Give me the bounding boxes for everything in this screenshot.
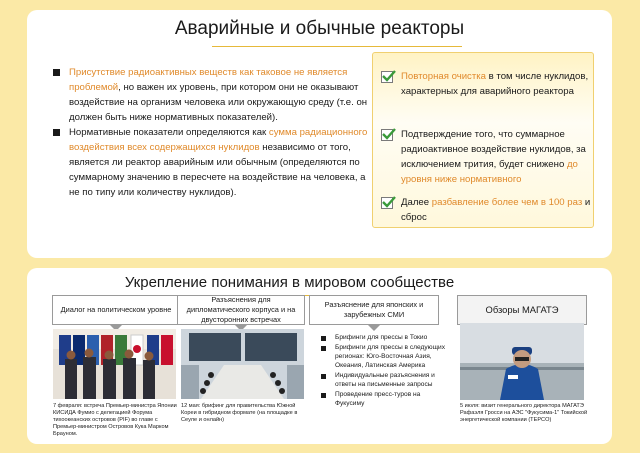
bottom-title: Укрепление понимания в мировом сообществе [124,274,455,291]
title-divider [212,46,462,47]
square-bullet-icon [53,129,60,136]
left-bullet-list [51,65,369,200]
top-panel [27,10,612,258]
highlight-text: до уровня ниже нормативного [401,159,578,185]
square-bullet-icon [321,393,326,398]
checkbox-checked-icon [381,197,393,209]
top-title: Аварийные и обычные реакторы [174,18,465,39]
column-label-text: Разъяснение для японских и зарубежных СМИ [324,300,424,319]
square-bullet-icon [321,346,326,351]
page-number: 4 [607,435,611,441]
highlight-text: Повторная очистка [401,71,486,82]
body-text: независимо от того, является ли реактор аварийным или обычным (определяются по суммарному значению в пересчете на воздействие на человека, а не по типу или количеству нуклидов). [69,142,366,198]
checkbox-checked-icon [381,71,393,83]
arrow-down-icon [368,325,380,331]
check-item [381,195,591,225]
check-item [381,69,591,99]
body-text: Подтверждение того, что суммарное радиоактивное воздействие нуклидов, за исключением трития, будет снижено [401,129,586,170]
list-item-text: Брифинги для прессы в Токио [335,334,428,341]
column-label-political [52,295,180,325]
column-label-iaea [457,295,587,325]
column-label-text: Диалог на политическом уровне [60,305,172,314]
column-label-text: Разъяснения для дипломатического корпуса и на двусторонних встречах [186,295,296,324]
media-bullet-list [317,334,449,410]
list-item [51,65,369,125]
photo-caption: 5 июля: визит генерального директора МАГАТЭ Рафаэля Гросси на АЭС "Фукусима-1" Токийской энергетической компании (TEPCO) [460,403,588,423]
photo-korea-briefing [181,329,304,399]
highlight-text: сумма радиационного воздействия всех содержащихся нуклидов [69,127,368,153]
bottom-panel [27,268,612,444]
column-label-media [309,295,439,325]
list-item [317,344,449,370]
list-item [317,334,449,343]
body-text: Нормативные показатели определяются как [69,127,269,138]
check-item [381,127,591,187]
column-label-diplomatic [177,295,305,325]
body-text: и сброс [401,197,591,223]
list-item-text: Индивидуальные разъяснения и ответы на письменные запросы [335,372,435,388]
photo-iaea-visit [460,323,584,400]
list-item [317,372,449,390]
list-item [51,125,369,200]
checklist-box [372,52,594,228]
highlight-text: разбавление более чем в 100 раз [431,197,583,208]
column-label-text: Обзоры МАГАТЭ [485,304,559,315]
list-item [317,391,449,409]
list-item-text: Проведение пресс-туров на Фукусиму [335,391,421,408]
square-bullet-icon [321,336,326,341]
body-text: , но важен их уровень, при котором они не оказывают воздействие на организм человека или окружающую среду (т.е. он должен быть ниже нормативных показателей). [69,82,368,123]
photo-caption: 7 февраля: встреча Премьер-министра Японии КИСИДА Фумио с делегацией Форума тихоокеанских островов (PIF) во главе с Премьер-министром Островов Кука Марком Брауном. [53,403,177,437]
photo-caption: 12 мая: брифинг для правительства Южной Кореи в гибридном формате (на площадке в Сеуле и онлайн) [181,403,298,423]
list-item-text: Брифинги для прессы в следующих регионах: Юго-Восточная Азия, Океания, Латинская Америка [335,344,446,369]
square-bullet-icon [53,69,60,76]
highlight-text: Присутствие радиоактивных веществ как таковое не является проблемой [69,67,348,93]
body-text: Далее [401,197,432,208]
checkbox-checked-icon [381,129,393,141]
body-text: в том числе нуклидов, характерных для аварийного реактора [401,71,589,97]
square-bullet-icon [321,374,326,379]
photo-pif-meeting [53,329,176,399]
